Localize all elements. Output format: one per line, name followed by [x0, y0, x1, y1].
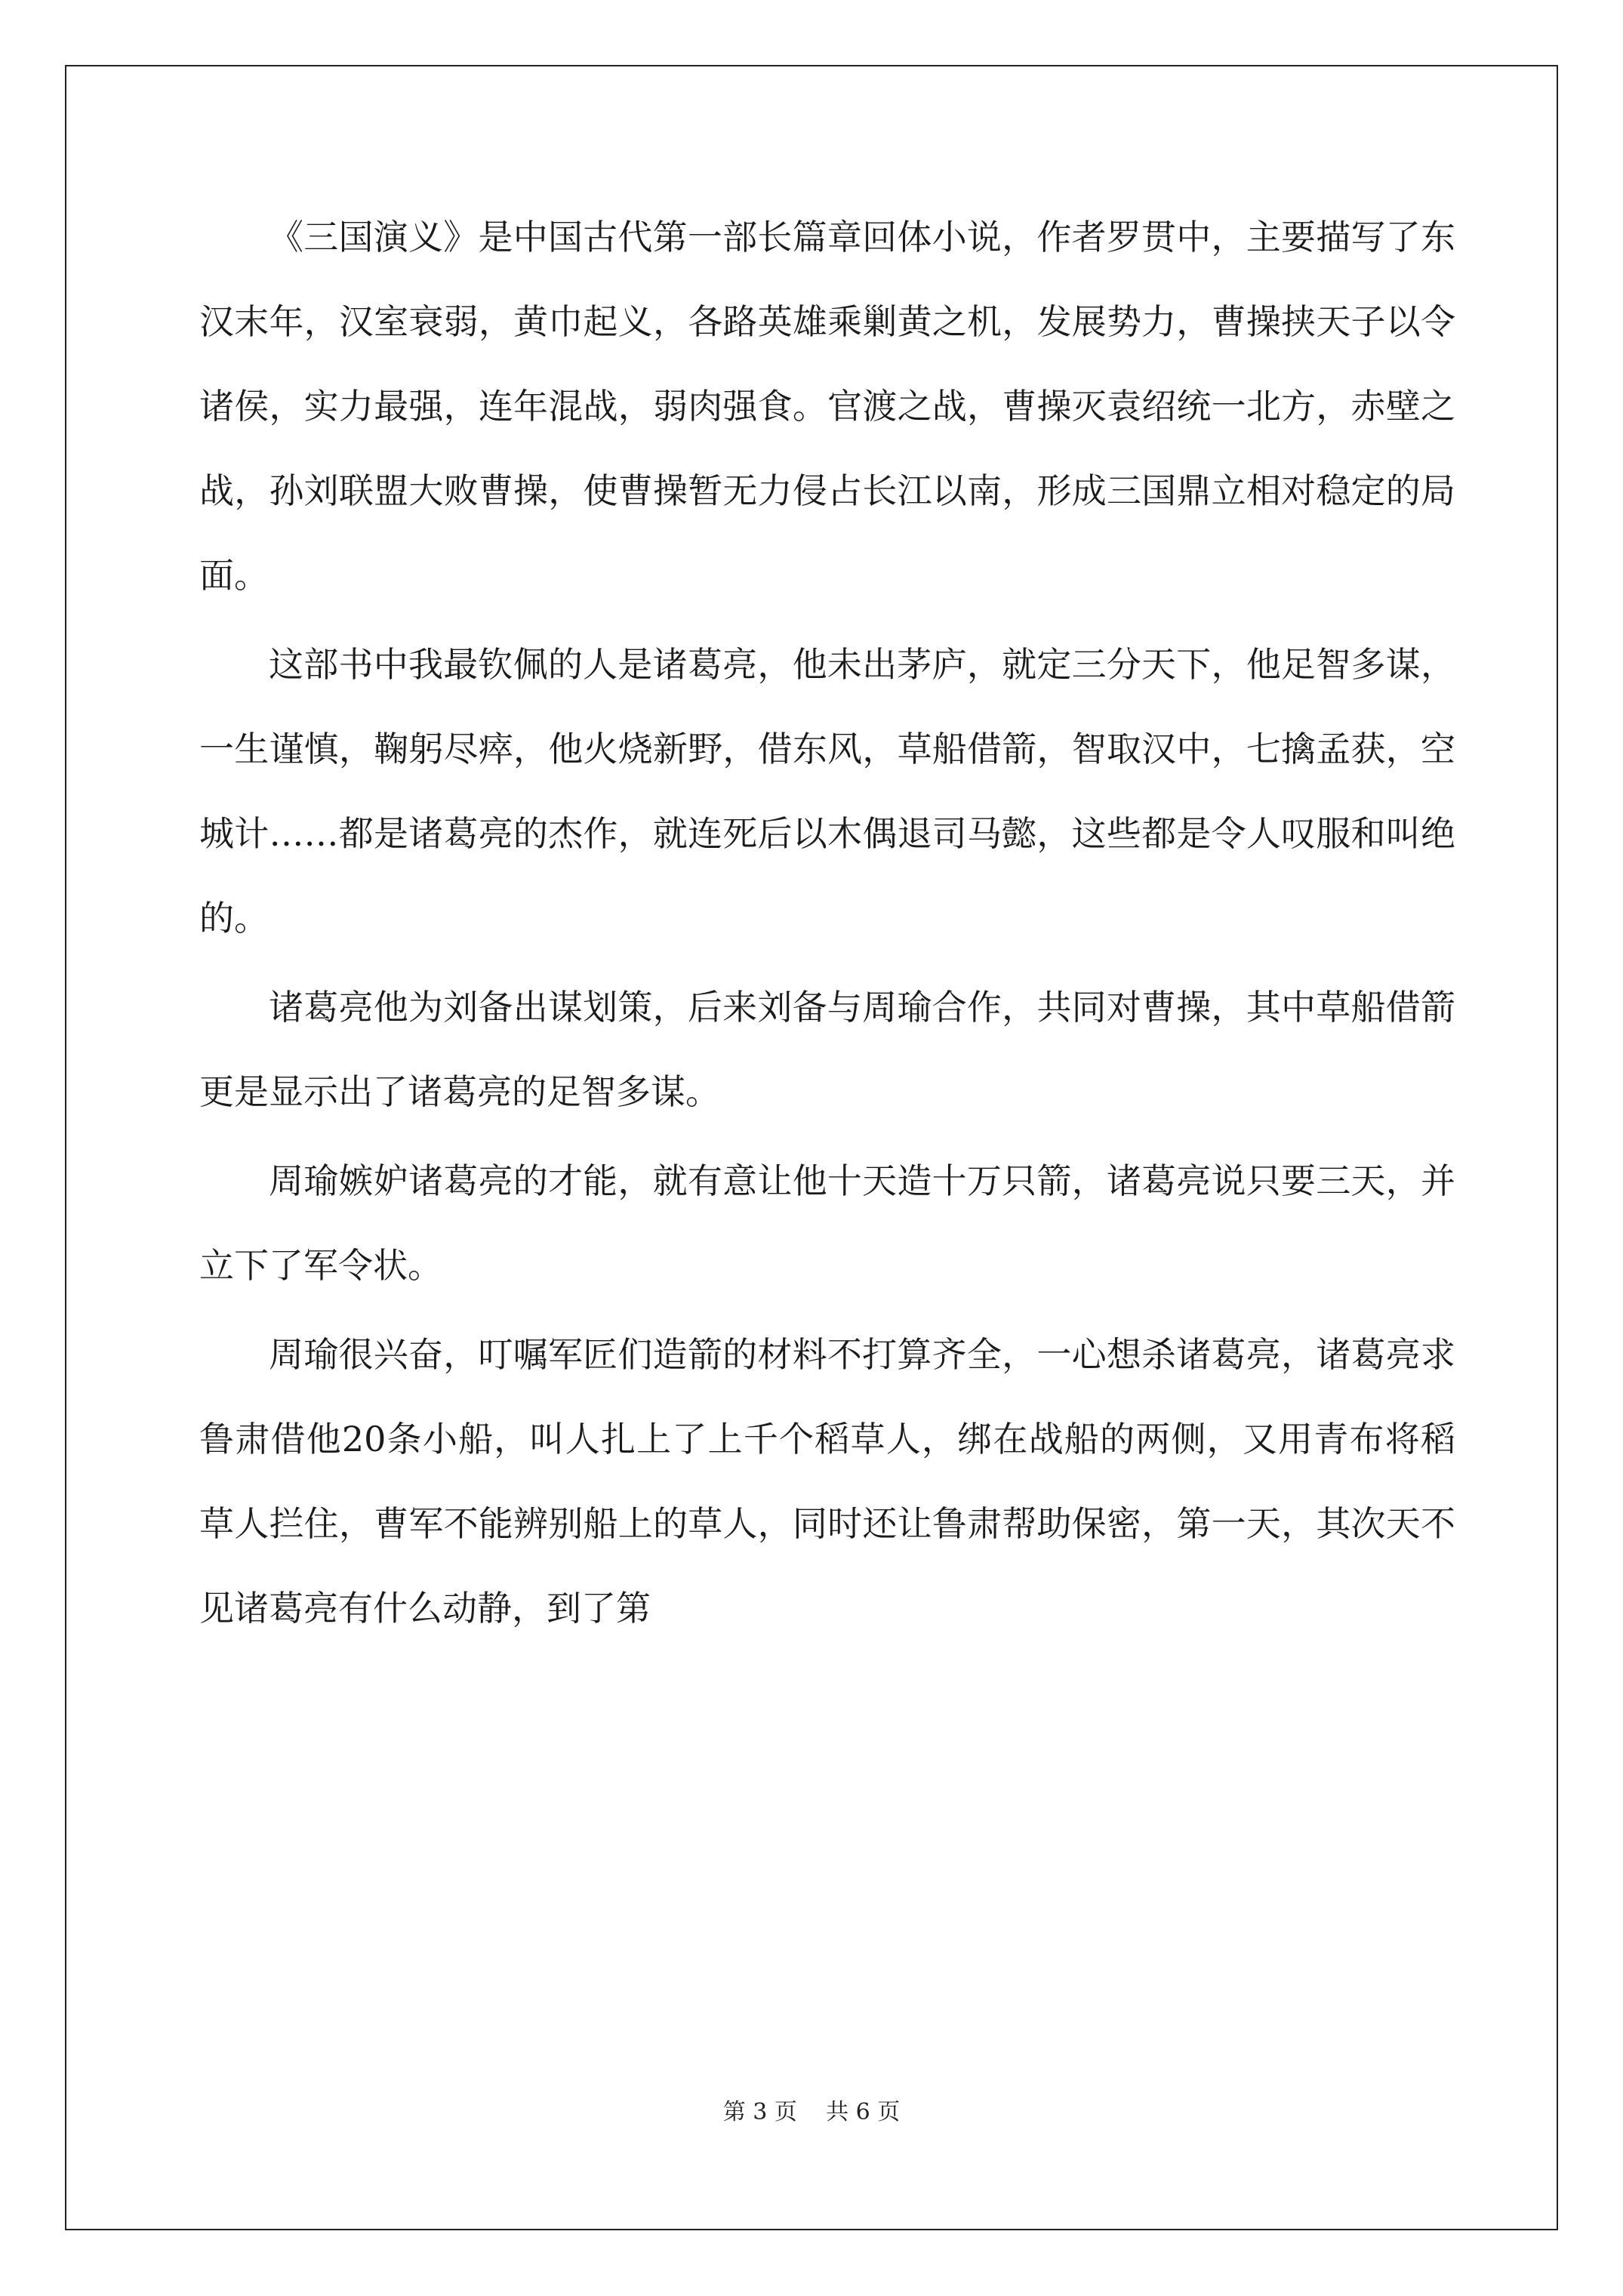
paragraph-1: 《三国演义》是中国古代第一部长篇章回体小说，作者罗贯中，主要描写了东汉末年，汉室衰弱，黄巾起义，各路英雄乘剿黄之机，发展势力，曹操挟天子以令诸侯，实力最强，连年混战，弱肉强食。官渡之战，曹操灭袁绍统一北方，赤壁之战，孙刘联盟大败曹操，使曹操暂无力侵占长江以南，形成三国鼎立相对稳定的局面。: [199, 217, 1455, 596]
paragraph-5: 周瑜很兴奋，叮嘱军匠们造箭的材料不打算齐全，一心想杀诸葛亮，诸葛亮求鲁肃借他20条小船，叫人扎上了上千个稻草人，绑在战船的两侧，又用青布将稻草人拦住，曹军不能辨别船上的草人，同时还让鲁肃帮助保密，第一天，其次天不见诸葛亮有什么动静，到了第: [199, 1334, 1455, 1629]
paragraph-4: 周瑜嫉妒诸葛亮的才能，就有意让他十天造十万只箭，诸葛亮说只要三天，并立下了军令状。: [199, 1160, 1455, 1286]
paragraph-3: 诸葛亮他为刘备出谋划策，后来刘备与周瑜合作，共同对曹操，其中草船借箭更是显示出了诸葛亮的足智多谋。: [199, 987, 1455, 1112]
page-number: 第 3 页: [722, 2099, 797, 2125]
page-footer: [0, 2097, 1623, 2128]
paragraph-2: 这部书中我最钦佩的人是诸葛亮，他未出茅庐，就定三分天下，他足智多谋，一生谨慎，鞠躬尽瘁，他火烧新野，借东风，草船借箭，智取汉中，七擒孟获，空城计……都是诸葛亮的杰作，就连死后以木偶退司马懿，这些都是令人叹服和叫绝的。: [199, 644, 1455, 938]
page-total: 共 6 页: [826, 2099, 901, 2125]
document-body: [199, 195, 1455, 1650]
